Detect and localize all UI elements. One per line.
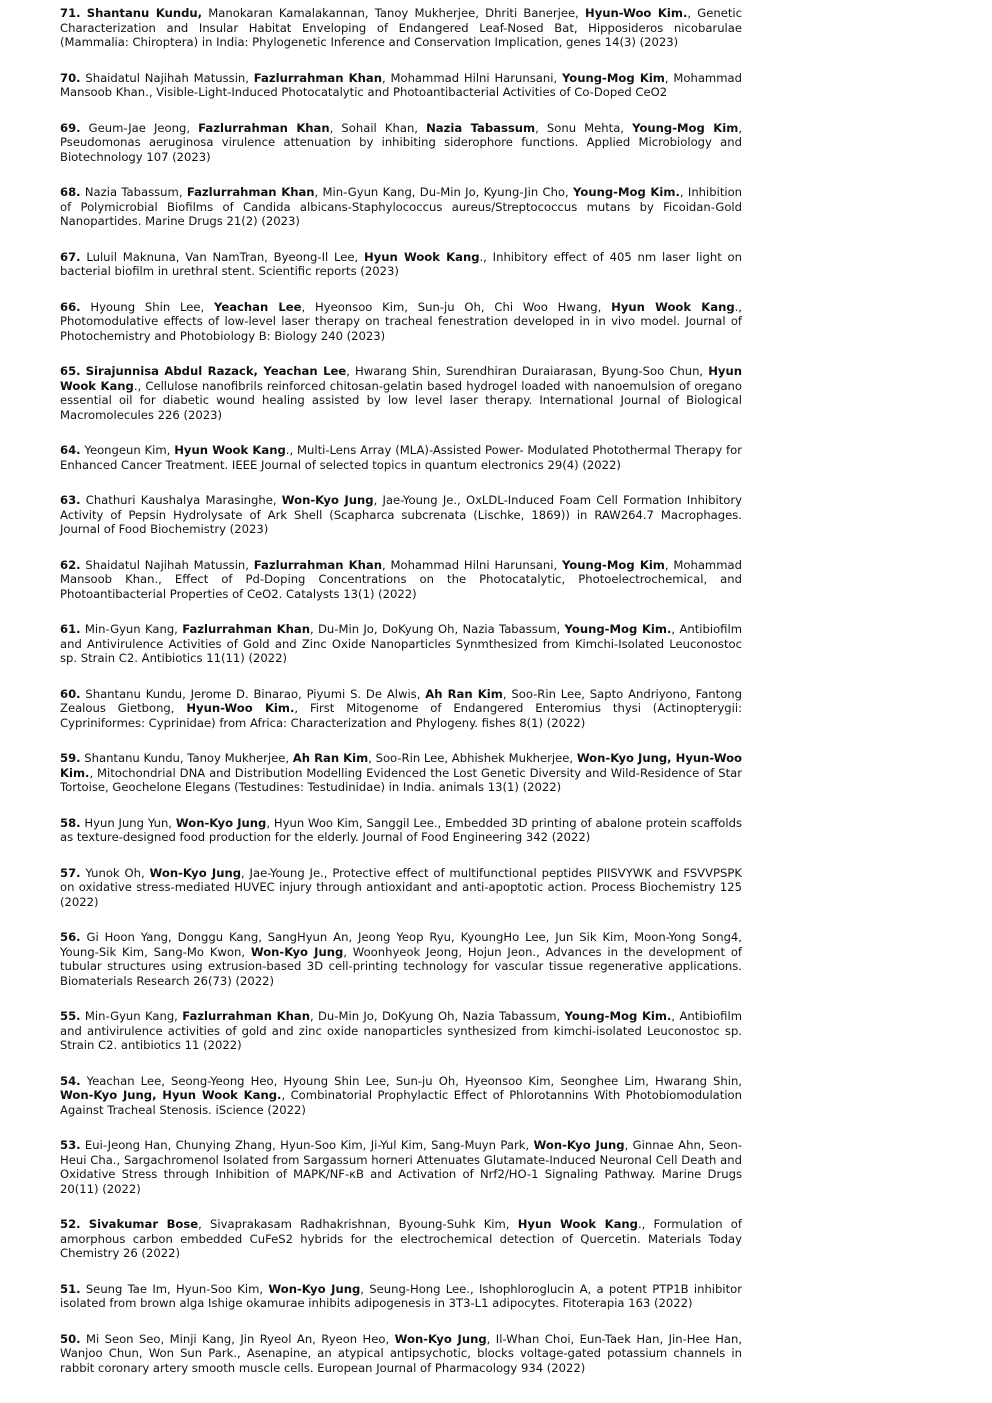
reference-entry — [60, 1332, 742, 1376]
reference-entry — [60, 443, 742, 472]
reference-entry — [60, 185, 742, 229]
reference-number: 70. — [60, 70, 81, 85]
reference-text: Shaidatul Najihah Matussin, — [80, 70, 254, 85]
reference-entry — [60, 558, 742, 602]
reference-text: , Mohammad Hilni Harunsani, — [381, 70, 562, 85]
highlighted-author: Fazlurrahman Khan — [253, 557, 382, 572]
reference-text: Seung Tae Im, Hyun-Soo Kim, — [80, 1281, 269, 1296]
highlighted-author: Ah Ran Kim — [292, 751, 369, 765]
reference-text: , Jae-Young Je., Protective effect of multifunctional peptides PIISVYWK and FSVVPSPK on oxidative stress-mediated HUVEC injury through antioxidant and anti-apoptotic action. Process Biochemistry 125 (2022) — [60, 865, 742, 909]
reference-text: , Min-Gyun Kang, Du-Min Jo, Kyung-Jin Cho, — [314, 185, 574, 199]
highlighted-author: Won-Kyo Jung, Hyun Wook Kang. — [60, 1088, 282, 1102]
highlighted-author: Won-Kyo Jung — [533, 1138, 625, 1152]
reference-entry — [60, 930, 742, 988]
reference-entry — [60, 6, 742, 50]
reference-text: , Combinatorial Prophylactic Effect of Phlorotannins With Photobiomodulation Against Tracheal Stenosis. iScience (2022) — [60, 1088, 742, 1117]
reference-text: , Hyeonsoo Kim, Sun-ju Oh, Chi Woo Hwang, — [301, 299, 612, 314]
reference-text: Luluil Maknuna, Van NamTran, Byeong-Il Lee, — [80, 249, 365, 264]
reference-text: Geum-Jae Jeong, — [80, 120, 199, 135]
highlighted-author: Fazlurrahman Khan — [186, 185, 315, 199]
reference-number: 55. — [60, 1009, 81, 1023]
reference-number: 64. — [60, 443, 81, 457]
reference-number: 62. — [60, 557, 81, 572]
highlighted-author: Won-Kyo Jung — [175, 815, 267, 830]
reference-number: 52. — [60, 1217, 81, 1231]
reference-text: , Woonhyeok Jeong, Hojun Jeon., Advances in the development of tubular structures using extrusion-based 3D cell-printing technology for vascular tissue regenerative applications. Biomaterials Research 26(73) (2022) — [60, 944, 743, 988]
highlighted-author: Hyun-Woo Kim. — [585, 6, 688, 20]
reference-number: 61. — [60, 622, 81, 636]
reference-text: Chathuri Kaushalya Marasinghe, — [80, 493, 282, 507]
reference-text: ., Formulation of amorphous carbon embedded CuFeS2 hybrids for the electrochemical detection of Quercetin. Materials Today Chemistry 26 (2022) — [60, 1217, 742, 1260]
reference-text: , Sivaprakasam Radhakrishnan, Byoung-Suhk Kim, — [198, 1217, 518, 1231]
reference-number: 71. — [60, 6, 81, 20]
reference-entry — [60, 493, 742, 537]
highlighted-author: Won-Kyo Jung — [250, 944, 344, 959]
reference-number: 50. — [60, 1331, 81, 1346]
reference-text: , Antibiofilm and antivirulence activities of gold and zinc oxide nanoparticles synthesized from kimchi-isolated Leuconostoc sp. Strain C2. antibiotics 11 (2022) — [60, 1009, 742, 1052]
reference-text: Shantanu Kundu, Tanoy Mukherjee, — [80, 751, 293, 765]
reference-text — [81, 1217, 89, 1231]
reference-number: 60. — [60, 686, 81, 701]
highlighted-author: Won-Kyo Jung, Hyun-Woo Kim. — [60, 751, 742, 780]
reference-text: , Soo-Rin Lee, Sapto Andriyono, Fantong Zealous Gietbong, — [60, 686, 742, 715]
highlighted-author: Fazlurrahman Khan — [253, 70, 382, 85]
reference-text: Yunok Oh, — [80, 865, 150, 880]
reference-entry — [60, 1009, 742, 1053]
highlighted-author: Hyun Wook Kang — [60, 364, 743, 393]
highlighted-author: Sivakumar Bose — [88, 1217, 199, 1231]
highlighted-author: Young-Mog Kim. — [564, 622, 672, 636]
reference-text: , Hyun Woo Kim, Sanggil Lee., Embedded 3D printing of abalone protein scaffolds as texture-designed food production for the elderly. Journal of Food Engineering 342 (2022) — [60, 815, 742, 844]
highlighted-author: Yeachan Lee — [214, 299, 302, 314]
reference-text: , Antibiofilm and Antivirulence Activities of Gold and Zinc Oxide Nanoparticles Synmthesized from Kimchi-Isolated Leuconostoc sp. Strain C2. Antibiotics 11(11) (2022) — [60, 622, 742, 665]
reference-text: , Hwarang Shin, Surendhiran Duraiarasan, Byung-Soo Chun, — [346, 364, 709, 378]
reference-number: 57. — [60, 865, 81, 880]
reference-entry — [60, 121, 742, 165]
reference-text: Shaidatul Najihah Matussin, — [80, 557, 254, 572]
highlighted-author: Sirajunnisa Abdul Razack, Yeachan Lee — [85, 364, 347, 378]
reference-number: 66. — [60, 299, 81, 314]
highlighted-author: Fazlurrahman Khan — [182, 622, 310, 636]
reference-text: , Genetic Characterization and Insular Habitat Enveloping of Endangered Leaf-Nosed Bat, Hipposideros nicobarulae (Mammalia: Chiroptera) in India: Phylogenetic Inference and Conservation Implication, genes 14(3) (2023) — [60, 6, 743, 49]
reference-text: , Sohail Khan, — [329, 120, 427, 135]
reference-text: ., Multi-Lens Array (MLA)-Assisted Power- Modulated Photothermal Therapy for Enhanced Cancer Treatment. IEEE Journal of selected topics in quantum electronics 29(4) (2022) — [60, 443, 742, 472]
reference-entry — [60, 816, 742, 845]
reference-text: , Sonu Mehta, — [535, 120, 633, 135]
reference-text: , Inhibition of Polymicrobial Biofilms of Candida albicans-Staphylococcus aureus/Streptococcus mutans by Ficoidan-Gold Nanopartides. Marine Drugs 21(2) (2023) — [60, 185, 743, 228]
publication-list — [60, 6, 742, 1396]
reference-text: Nazia Tabassum, — [80, 185, 187, 199]
reference-text: , Du-Min Jo, DoKyung Oh, Nazia Tabassum, — [309, 1009, 565, 1023]
highlighted-author: Fazlurrahman Khan — [182, 1009, 310, 1023]
reference-number: 65. — [60, 364, 81, 378]
reference-entry — [60, 71, 742, 100]
reference-text: , Il-Whan Choi, Eun-Taek Han, Jin-Hee Han, Wanjoo Chun, Won Sun Park., Asenapine, an atypical antipsychotic, blocks voltage-gated potassium channels in rabbit coronary artery smooth muscle cells. European Journal of Pharmacology 934 (2022) — [60, 1331, 743, 1375]
reference-text: Gi Hoon Yang, Donggu Kang, SangHyun An, Jeong Yeop Ryu, KyoungHo Lee, Jun Sik Kim, Moon-Yong Song4, Young-Sik Kim, Sang-Mo Kwon, — [60, 930, 742, 959]
reference-text: Yeongeun Kim, — [80, 443, 175, 457]
reference-number: 54. — [60, 1073, 81, 1088]
highlighted-author: Hyun Wook Kang — [364, 249, 480, 264]
reference-number: 53. — [60, 1138, 81, 1152]
reference-number: 69. — [60, 120, 81, 135]
highlighted-author: Shantanu Kundu, — [86, 6, 203, 20]
reference-number: 56. — [60, 930, 81, 944]
reference-text: Mi Seon Seo, Minji Kang, Jin Ryeol An, Ryeon Heo, — [80, 1331, 395, 1346]
reference-entry — [60, 687, 742, 731]
reference-number: 58. — [60, 815, 81, 830]
highlighted-author: Won-Kyo Jung — [268, 1281, 361, 1296]
reference-text: , Ginnae Ahn, Seon-Heui Cha., Sargachromenol Isolated from Sargassum horneri Attenuates Glutamate-Induced Neuronal Cell Death and Oxidative Stress through Inhibition of MAPK/NF-κB and Activation of Nrf2/HO-1 Signaling Pathway. Marine Drugs 20(11) (2022) — [60, 1138, 743, 1196]
reference-text: Hyun Jung Yun, — [80, 815, 176, 830]
reference-entry — [60, 866, 742, 910]
reference-number: 67. — [60, 249, 81, 264]
highlighted-author: Hyun Wook Kang — [611, 299, 735, 314]
reference-entry — [60, 751, 742, 795]
highlighted-author: Fazlurrahman Khan — [198, 120, 330, 135]
highlighted-author: Hyun Wook Kang — [174, 443, 286, 457]
highlighted-author: Young-Mog Kim — [561, 557, 665, 572]
reference-text: Yeachan Lee, Seong-Yeong Heo, Hyoung Shin Lee, Sun-ju Oh, Hyeonsoo Kim, Seonghee Lim, Hwarang Shin, — [80, 1073, 742, 1088]
reference-entry — [60, 1217, 742, 1261]
reference-text: , Jae-Young Je., OxLDL-Induced Foam Cell Formation Inhibitory Activity of Pepsin Hydrolysate of Ark Shell (Scapharca subcrenata (Lischke, 1869)) in RAW264.7 Macrophages. Journal of Food Biochemistry (2023) — [60, 493, 742, 536]
reference-text: Min-Gyun Kang, — [80, 622, 183, 636]
reference-entry — [60, 250, 742, 279]
reference-text: ., Inhibitory effect of 405 nm laser light on bacterial biofilm in urethral stent. Scientific reports (2023) — [60, 249, 742, 278]
highlighted-author: Hyun Wook Kang — [517, 1217, 638, 1231]
highlighted-author: Won-Kyo Jung — [281, 493, 374, 507]
highlighted-author: Hyun-Woo Kim. — [186, 701, 295, 715]
reference-text: , Mitochondrial DNA and Distribution Modelling Evidenced the Lost Genetic Diversity and Wild-Residence of Star Tortoise, Geochelone Elegans (Testudines: Testudinidae) in India. animals 13(1) (2022) — [60, 765, 742, 794]
reference-text: Hyoung Shin Lee, — [80, 299, 214, 314]
reference-entry — [60, 622, 742, 666]
reference-text: Shantanu Kundu, Jerome D. Binarao, Piyumi S. De Alwis, — [80, 686, 426, 701]
highlighted-author: Ah Ran Kim — [425, 686, 503, 701]
reference-entry — [60, 300, 742, 344]
reference-entry — [60, 1138, 742, 1196]
reference-text: , Mohammad Mansoob Khan., Visible-Light-Induced Photocatalytic and Photoantibacterial Activities of Co-Doped CeO2 — [60, 70, 742, 99]
reference-text: ., Cellulose nanofibrils reinforced chitosan-gelatin based hydrogel loaded with nanoemulsion of oregano essential oil for diabetic wound healing assisted by low level laser therapy. International Journal of Biological Macromolecules 226 (2023) — [60, 378, 742, 422]
highlighted-author: Young-Mog Kim — [561, 70, 665, 85]
reference-text: , Seung-Hong Lee., Ishophloroglucin A, a potent PTP1B inhibitor isolated from brown alga Ishige okamurae inhibits adipogenesis in 3T3-L1 adipocytes. Fitoterapia 163 (2022) — [60, 1281, 743, 1310]
reference-number: 63. — [60, 493, 81, 507]
reference-text: , Du-Min Jo, DoKyung Oh, Nazia Tabassum, — [309, 622, 565, 636]
highlighted-author: Won-Kyo Jung — [394, 1331, 487, 1346]
reference-text: Min-Gyun Kang, — [80, 1009, 183, 1023]
highlighted-author: Young-Mog Kim. — [573, 185, 680, 199]
reference-text: , Mohammad Mansoob Khan., Effect of Pd-Doping Concentrations on the Photocatalytic, Photoelectrochemical, and Photoantibacterial Properties of CeO2. Catalysts 13(1) (2022) — [60, 557, 742, 601]
highlighted-author: Won-Kyo Jung — [149, 865, 242, 880]
reference-number: 51. — [60, 1281, 81, 1296]
reference-text: , Pseudomonas aeruginosa virulence attenuation by inhibiting siderophore functions. Applied Microbiology and Biotechnology 107 (2023) — [60, 120, 743, 164]
reference-number: 68. — [60, 185, 81, 199]
highlighted-author: Young-Mog Kim — [632, 120, 739, 135]
highlighted-author: Young-Mog Kim. — [564, 1009, 672, 1023]
highlighted-author: Nazia Tabassum — [426, 120, 536, 135]
reference-text: , First Mitogenome of Endangered Enteromius thysi (Actinopterygii: Cypriniformes: Cyprinidae) from Africa: Characterization and Phylogeny. fishes 8(1) (2022) — [60, 701, 743, 730]
reference-entry — [60, 1282, 742, 1311]
reference-entry — [60, 1074, 742, 1118]
reference-text: Manokaran Kamalakannan, Tanoy Mukherjee, Dhriti Banerjee, — [202, 6, 586, 20]
reference-number: 59. — [60, 751, 81, 765]
reference-text: , Mohammad Hilni Harunsani, — [381, 557, 562, 572]
reference-text: ., Photomodulative effects of low-level laser therapy on tracheal fenestration developed in in vivo model. Journal of Photochemistry and Photobiology B: Biology 240 (2023) — [60, 299, 742, 343]
reference-entry — [60, 364, 742, 422]
reference-text: Eui-Jeong Han, Chunying Zhang, Hyun-Soo Kim, Ji-Yul Kim, Sang-Muyn Park, — [80, 1138, 534, 1152]
reference-text: , Soo-Rin Lee, Abhishek Mukherjee, — [368, 751, 577, 765]
